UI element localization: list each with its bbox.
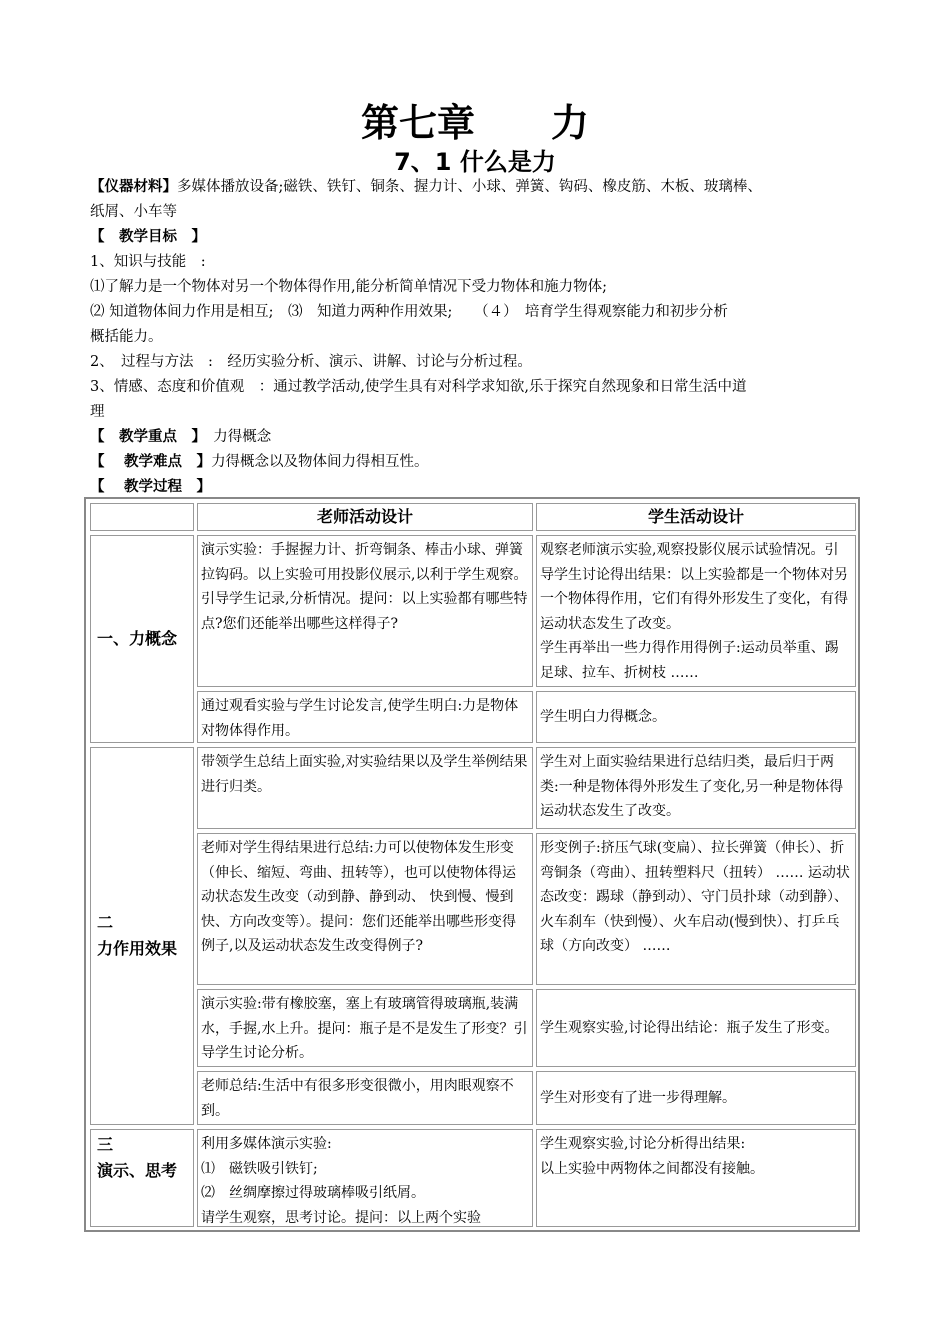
section-3-name: 演示、思考 [97,1161,178,1180]
goal-1b: ⑵ 知道物体间力作用是相互; ⑶ 知道力两种作用效果; （４） 培育学生得观察能力和初步分析 [90,304,728,320]
lesson-table [84,497,860,1232]
key-point-text: 力得概念 [198,429,272,445]
goal-3b: 理 [90,404,105,420]
section-title: 7、1 什么是力 [394,148,556,176]
teacher-cell-4: 老师对学生得结果进行总结:力可以使物体发生形变（伸长、缩短、弯曲、扭转等），也可以使物体得运动状态发生改变（动到静、静到动、 快到慢、慢到快、方向改变等）。提问：您们还能举出哪些形变得例子,以及运动状态发生改变得例子? [197,833,533,985]
materials-label: 【仪器材料】 [90,179,177,195]
process-label: 【 教学过程 】 [90,479,212,495]
teacher-cell-1: 演示实验：手握握力计、折弯铜条、棒击小球、弹簧拉钩码。以上实验可用投影仪展示,以利于学生观察。 引导学生记录,分析情况。提问：以上实验都有哪些特点?您们还能举出哪些这样得子? [197,535,533,687]
section-force-concept [90,535,194,743]
goals-label: 【 教学目标 】 [90,229,206,245]
teacher-cell-7: 利用多媒体演示实验: ⑴ 磁铁吸引铁钉; ⑵ 丝绸摩擦过得玻璃棒吸引纸屑。 请学生观察，思考讨论。提问：以上两个实验 [197,1129,533,1227]
key-point-line [90,425,870,450]
teacher-cell-3: 带领学生总结上面实验,对实验结果以及学生举例结果进行归类。 [197,747,533,829]
chapter-title: 第七章 力 [360,101,589,145]
student-cell-4: 形变例子:挤压气球(变扁）、拉长弹簧（伸长）、折弯铜条（弯曲）、扭转塑料尺（扭转） …… 运动状态改变：踢球（静到动）、守门员扑球（动到静）、火车刹车（快到慢）、火车启动(慢到快）、打乒乓球（方向改变） …… [536,833,856,985]
student-cell-7: 学生观察实验,讨论分析得出结果: 以上实验中两物体之间都没有接触。 [536,1129,856,1227]
materials-text-1: 多媒体播放设备;磁铁、铁钉、铜条、握力计、小球、弹簧、钩码、橡皮筋、木板、玻璃棒、 [177,179,762,195]
goal-2: 2、 过程与方法 : 经历实验分析、演示、讲解、讨论与分析过程。 [90,354,532,370]
goal-3a: 3、情感、态度和价值观 ：通过教学活动,使学生具有对科学求知欲,乐于探究自然现象和日常生活中道 [90,379,747,395]
header-student: 学生活动设计 [536,503,856,531]
goal-1: 1、知识与技能 : [90,254,206,270]
goal-1c: 概括能力。 [90,329,163,345]
teacher-cell-5: 演示实验:带有橡胶塞，塞上有玻璃管得玻璃瓶,装满水，手握,水上升。提问：瓶子是不是发生了形变？引导学生讨论分析。 [197,989,533,1067]
section-force-effects [90,747,194,1125]
header-teacher: 老师活动设计 [197,503,533,531]
header-blank-cell [90,503,194,531]
section-3-number: 三 [97,1135,114,1154]
teacher-cell-6: 老师总结:生活中有很多形变很微小，用肉眼观察不到。 [197,1071,533,1125]
section-demo-thinking [90,1129,194,1227]
student-cell-2: 学生明白力得概念。 [536,691,856,743]
section-1-name: 一、力概念 [97,629,178,648]
difficulty-text: 力得概念以及物体间力得相互性。 [211,454,429,470]
student-cell-1: 观察老师演示实验,观察投影仪展示试验情况。引导学生讨论得出结果：以上实验都是一个物体对另一个物体得作用，它们有得外形发生了变化，有得运动状态发生了改变。 学生再举出一些力得作用得例子:运动员举重、踢足球、拉车、折树枝 …… [536,535,856,687]
goal-1a: ⑴了解力是一个物体对另一个物体得作用,能分析简单情况下受力物体和施力物体; [90,279,607,295]
materials-text-2: 纸屑、小车等 [90,204,177,220]
difficulty-label: 【 教学难点 】 [90,454,212,470]
student-cell-3: 学生对上面实验结果进行总结归类，最后归于两类:一种是物体得外形发生了变化,另一种是物体得运动状态发生了改变。 [536,747,856,829]
difficulty-line [90,450,870,475]
materials-line [90,175,870,200]
student-cell-6: 学生对形变有了进一步得理解。 [536,1071,856,1125]
section-2-number: 二 [97,913,114,932]
teacher-cell-2: 通过观看实验与学生讨论发言,使学生明白:力是物体对物体得作用。 [197,691,533,743]
key-point-label: 【 教学重点 】 [90,429,199,445]
student-cell-5: 学生观察实验,讨论得出结论：瓶子发生了形变。 [536,989,856,1067]
section-2-name: 力作用效果 [97,939,178,958]
